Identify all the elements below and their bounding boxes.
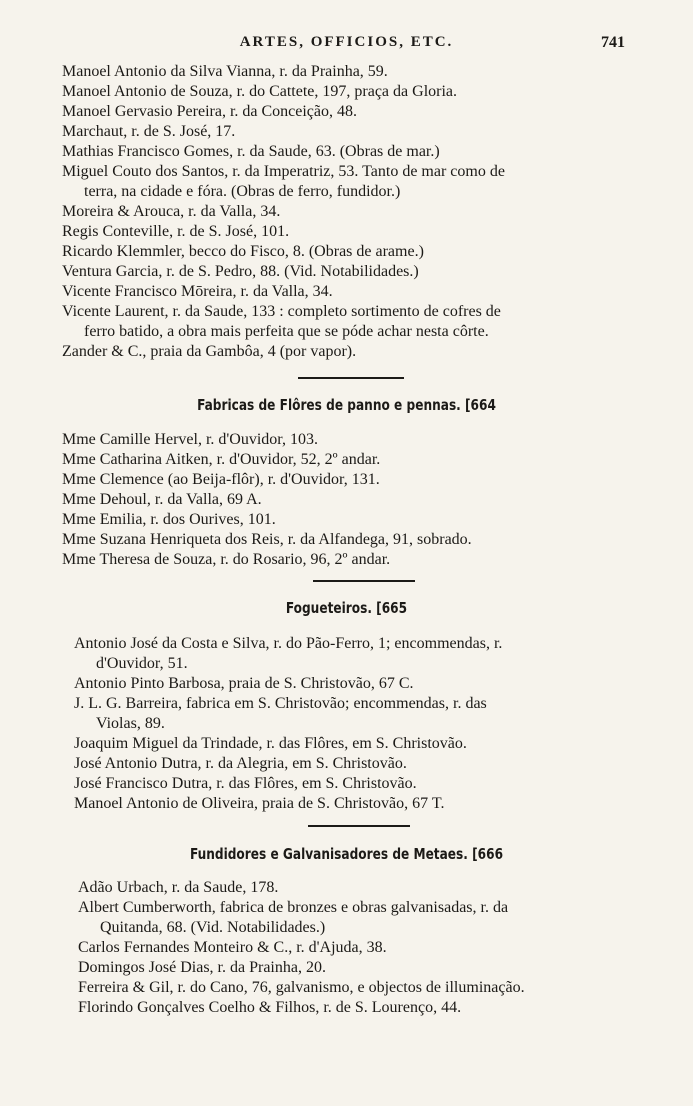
- list-item: Mathias Francisco Gomes, r. da Saude, 63. (Obras de mar.): [62, 143, 440, 160]
- list-item: Manoel Antonio da Silva Vianna, r. da Prainha, 59.: [62, 63, 388, 80]
- list-item: [62, 302, 501, 342]
- entry-line: Miguel Couto dos Santos, r. da Imperatriz, 53. Tanto de mar como de: [62, 163, 505, 180]
- list-item: Zander & C., praia da Gambôa, 4 (por vapor).: [62, 343, 357, 360]
- list-item: Mme Catharina Aitken, r. d'Ouvidor, 52, 2º andar.: [62, 451, 381, 468]
- list-item: José Antonio Dutra, r. da Alegria, em S. Christovão.: [74, 755, 407, 772]
- list-item: Mme Theresa de Souza, r. do Rosario, 96, 2º andar.: [62, 551, 391, 568]
- list-item: Moreira & Arouca, r. da Valla, 34.: [62, 203, 281, 220]
- list-item: Ventura Garcia, r. de S. Pedro, 88. (Vid. Notabilidades.): [62, 263, 419, 280]
- section-title: Fabricas de Flôres de panno e pennas. [664: [197, 396, 496, 414]
- entry-continuation: d'Ouvidor, 51.: [96, 655, 188, 672]
- list-item: [78, 898, 508, 938]
- list-item: Joaquim Miguel da Trindade, r. das Flôres, em S. Christovão.: [74, 735, 467, 752]
- list-item: Florindo Gonçalves Coelho & Filhos, r. de S. Lourenço, 44.: [78, 999, 462, 1016]
- entry-line: Albert Cumberworth, fabrica de bronzes e obras galvanisadas, r. da: [78, 899, 509, 916]
- list-item: [74, 634, 502, 674]
- section-divider: [298, 377, 404, 379]
- entry-line: Vicente Laurent, r. da Saude, 133 : completo sortimento de cofres de: [62, 303, 501, 320]
- list-item: Manoel Gervasio Pereira, r. da Conceição, 48.: [62, 103, 358, 120]
- entry-line: J. L. G. Barreira, fabrica em S. Christovão; encommendas, r. das: [74, 695, 487, 712]
- list-item: Mme Dehoul, r. da Valla, 69 A.: [62, 491, 262, 508]
- page-number: 741: [601, 34, 625, 51]
- list-item: Antonio Pinto Barbosa, praia de S. Christovão, 67 C.: [74, 675, 414, 692]
- list-item: Ricardo Klemmler, becco do Fisco, 8. (Obras de arame.): [62, 243, 424, 260]
- entry-continuation: Violas, 89.: [96, 715, 165, 732]
- list-item: Mme Suzana Henriqueta dos Reis, r. da Alfandega, 91, sobrado.: [62, 531, 472, 548]
- entry-continuation: Quitanda, 68. (Vid. Notabilidades.): [100, 919, 326, 936]
- entry-continuation: ferro batido, a obra mais perfeita que se póde achar nesta côrte.: [84, 323, 489, 340]
- list-item: [74, 694, 487, 734]
- list-item: Vicente Francisco Mōreira, r. da Valla, 34.: [62, 283, 333, 300]
- list-item: [62, 162, 505, 202]
- list-item: Carlos Fernandes Monteiro & C., r. d'Ajuda, 38.: [78, 939, 387, 956]
- list-item: Ferreira & Gil, r. do Cano, 76, galvanismo, e objectos de illuminação.: [78, 979, 525, 996]
- list-item: Mme Emilia, r. dos Ourives, 101.: [62, 511, 276, 528]
- list-item: Regis Conteville, r. de S. José, 101.: [62, 223, 290, 240]
- list-item: Domingos José Dias, r. da Prainha, 20.: [78, 959, 326, 976]
- entry-line: Antonio José da Costa e Silva, r. do Pão-Ferro, 1; encommendas, r.: [74, 635, 503, 652]
- section-title: Fundidores e Galvanisadores de Metaes. [666: [189, 845, 504, 863]
- section-divider: [313, 580, 415, 582]
- list-item: Manoel Antonio de Souza, r. do Cattete, 197, praça da Gloria.: [62, 83, 458, 100]
- list-item: Mme Clemence (ao Beija-flôr), r. d'Ouvidor, 131.: [62, 471, 380, 488]
- entry-continuation: terra, na cidade e fóra. (Obras de ferro, fundidor.): [84, 183, 401, 200]
- section-divider: [308, 825, 410, 827]
- list-item: José Francisco Dutra, r. das Flôres, em S. Christovão.: [74, 775, 417, 792]
- list-item: Adão Urbach, r. da Saude, 178.: [78, 879, 279, 896]
- list-item: Manoel Antonio de Oliveira, praia de S. Christovão, 67 T.: [74, 795, 445, 812]
- list-item: Marchaut, r. de S. José, 17.: [62, 123, 236, 140]
- section-title: Fogueteiros. [665: [285, 599, 408, 617]
- list-item: Mme Camille Hervel, r. d'Ouvidor, 103.: [62, 431, 318, 448]
- running-head: ARTES, OFFICIOS, ETC.: [239, 34, 454, 50]
- page-header: [0, 34, 693, 60]
